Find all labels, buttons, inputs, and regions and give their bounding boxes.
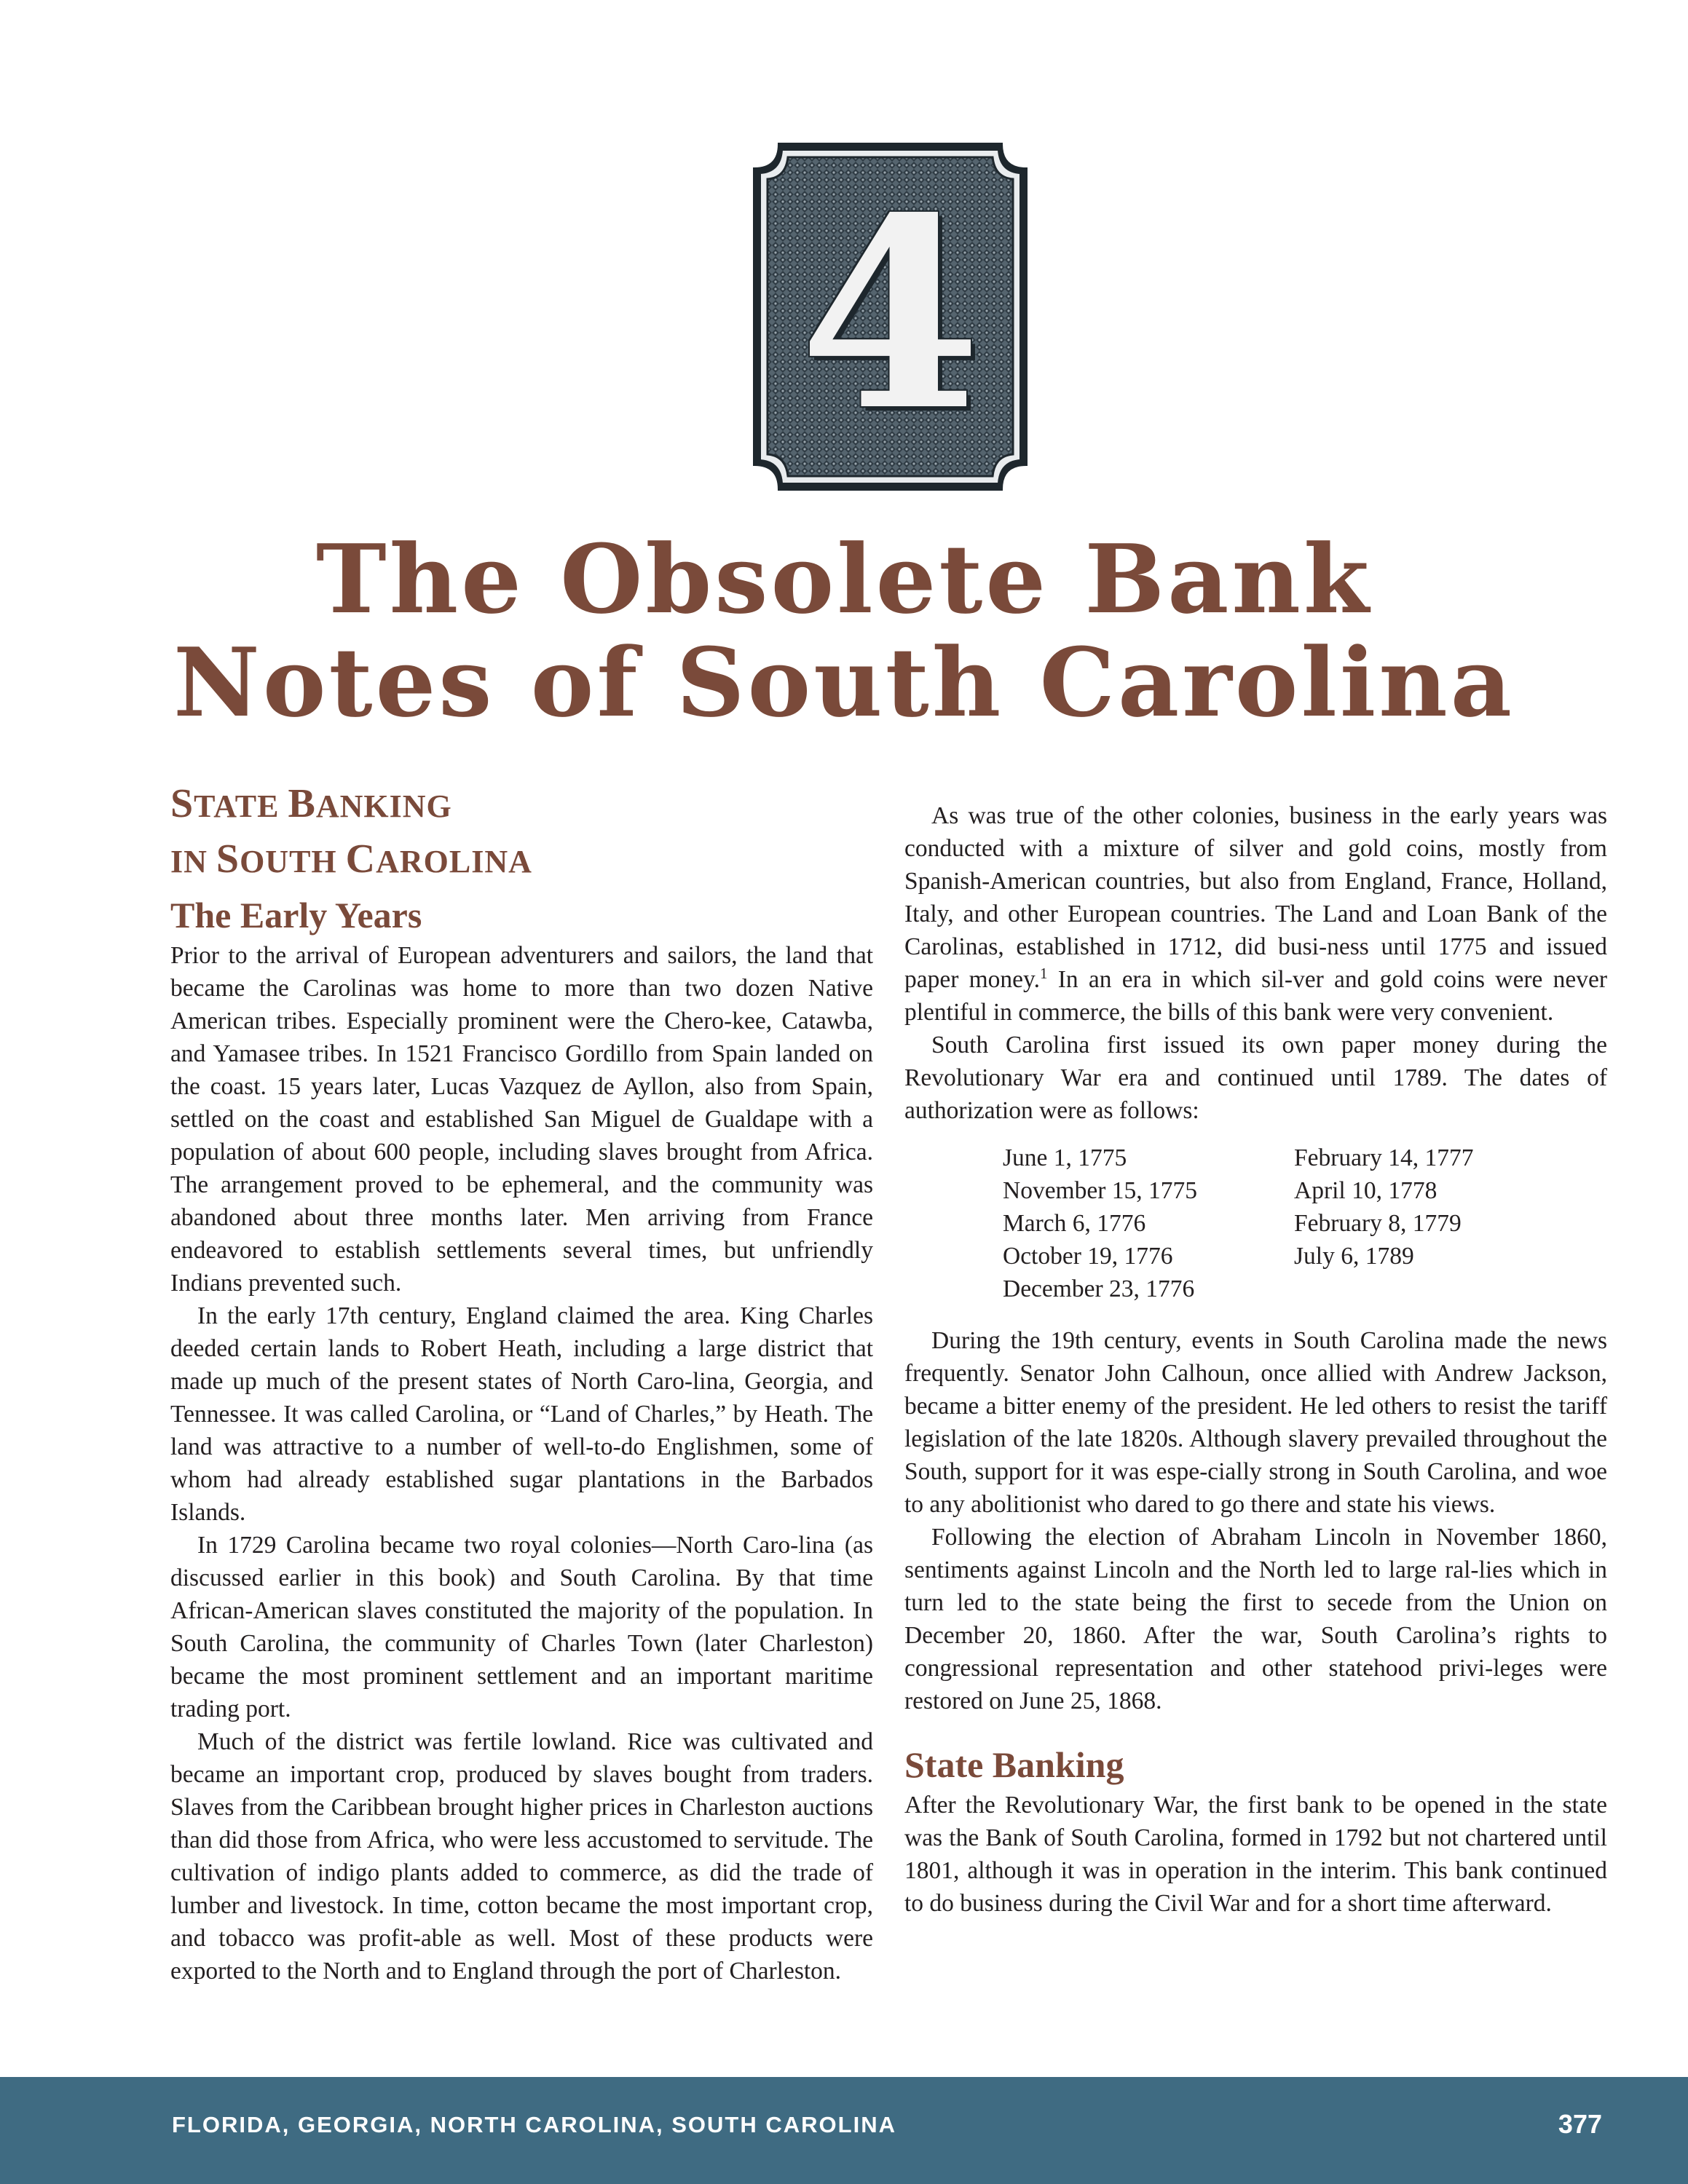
body-paragraph: In the early 17th century, England claimed the area. King Charles deeded certain lands to Robert Heath, including a large district that made up much of the present states of North Caro-lina, Georgia, and Tennessee. It was called Carolina, or “Land of Charles,” by Heath. The land was attractive to a number of well-to-do Englishmen, some of whom had already established sugar plantations in the Barbados Islands. [170,1302,873,1526]
section-heading-line-2: IN SOUTH CAROLINA [170,836,532,882]
body-paragraph: Prior to the arrival of European adventurers and sailors, the land that became the Carolinas was home to more than two dozen Native American tribes. Especially prominent were the Chero-kee, Catawba, and Yamasee tribes. In 1521 Francisco Gordillo from Spain landed on the coast. 15 years later, Lucas Vazquez de Ayllon, also from Spain, settled on the coast and established San Miguel de Gualdape with a population of about 600 people, including slaves brought from Africa. The arrangement proved to be ephemeral, and the community was abandoned about three months later. Men arriving from France endeavored to establish settlements several times, but unfriendly Indians prevented such. [170,942,873,1297]
date-item: April 10, 1778 [1294,1177,1437,1204]
date-item: October 19, 1776 [1003,1243,1173,1270]
authorization-dates-list [1003,1142,1607,1305]
subheading-early-years: The Early Years [170,895,422,935]
body-paragraph: Much of the district was fertile lowland. Rice was cultivated and became an important crop, produced by slaves bought from traders. Slaves from the Caribbean brought higher prices in Charleston auctions than did those from Africa, who were less accustomed to servitude. The cultivation of indigo plants added to commerce, as did the trade of lumber and livestock. In time, cotton became the most important crop, and tobacco was profit-able as well. Most of these products were exported to the North and to England through the port of Charleston. [170,1728,873,1985]
left-column [170,778,873,1987]
date-item: June 1, 1775 [1003,1144,1127,1171]
footer-bar [0,2077,1688,2184]
body-paragraph: As was true of the other colonies, business in the early years was conducted with a mixture of silver and gold coins, mostly from Spanish-American countries, but also from England, France, Holland, Italy, and other European countries. The Land and Loan Bank of the Carolinas, established in 1712, did busi-ness until 1775 and issued paper money.$^1$ In an era in which sil-ver and gold coins were never plentiful in commerce, the bills of this bank were very convenient. [904,802,1607,1026]
date-item: February 14, 1777 [1294,1144,1474,1171]
footnote-reference[interactable]: 1 [1040,964,1048,982]
running-footer-title: FLORIDA, GEORGIA, NORTH CAROLINA, SOUTH CAROLINA [172,2112,896,2137]
subheading-state-banking: State Banking [904,1744,1124,1785]
chapter-title-line-1: The Obsolete Bank [315,523,1373,635]
date-item: November 15, 1775 [1003,1177,1198,1204]
date-item: February 8, 1779 [1294,1210,1462,1237]
body-paragraph: After the Revolutionary War, the first bank to be opened in the state was the Bank of South Carolina, formed in 1792 but not chartered until 1801, although it was in operation in the interim. This bank continued to do business during the Civil War and for a short time afterward. [904,1792,1607,1917]
section-heading-line-1: STATE BANKING [170,781,452,826]
body-paragraph: During the 19th century, events in South Carolina made the news frequently. Senator John Calhoun, once allied with Andrew Jackson, became a bitter enemy of the president. He led others to resist the tariff legislation of the late 1820s. Although slavery prevailed throughout the South, support for it was espe-cially strong in South Carolina, and woe to any abolitionist who dared to go there and state his views. [904,1327,1607,1518]
chapter-number-emblem [750,140,1030,494]
body-paragraph: Following the election of Abraham Lincoln in November 1860, sentiments against Lincoln and the North led to large ral-lies which in turn led to the state being the first to secede from the Union on December 20, 1860. After the war, South Carolina’s rights to congressional representation and other statehood privi-leges were restored on June 25, 1868. [904,1524,1607,1714]
right-column [904,799,1607,1920]
date-item: March 6, 1776 [1003,1210,1146,1237]
date-item [1294,1273,1527,1305]
body-paragraph: South Carolina first issued its own paper money during the Revolutionary War era and continued until 1789. The dates of authorization were as follows: [904,1032,1607,1124]
date-item: December 23, 1776 [1003,1275,1195,1302]
section-heading [170,778,873,888]
chapter-number: 4 [799,160,982,468]
body-paragraph: In 1729 Carolina became two royal colonies—North Caro-lina (as discussed earlier in this book) and South Carolina. By that time African-American slaves constituted the majority of the population. In South Carolina, the community of Charles Town (later Charleston) became the most prominent settlement and an important maritime trading port. [170,1532,873,1722]
chapter-title-line-2: Notes of South Carolina [173,627,1515,738]
chapter-title [0,523,1688,738]
date-item: July 6, 1789 [1294,1243,1414,1270]
page-number: 377 [1558,2109,1602,2139]
